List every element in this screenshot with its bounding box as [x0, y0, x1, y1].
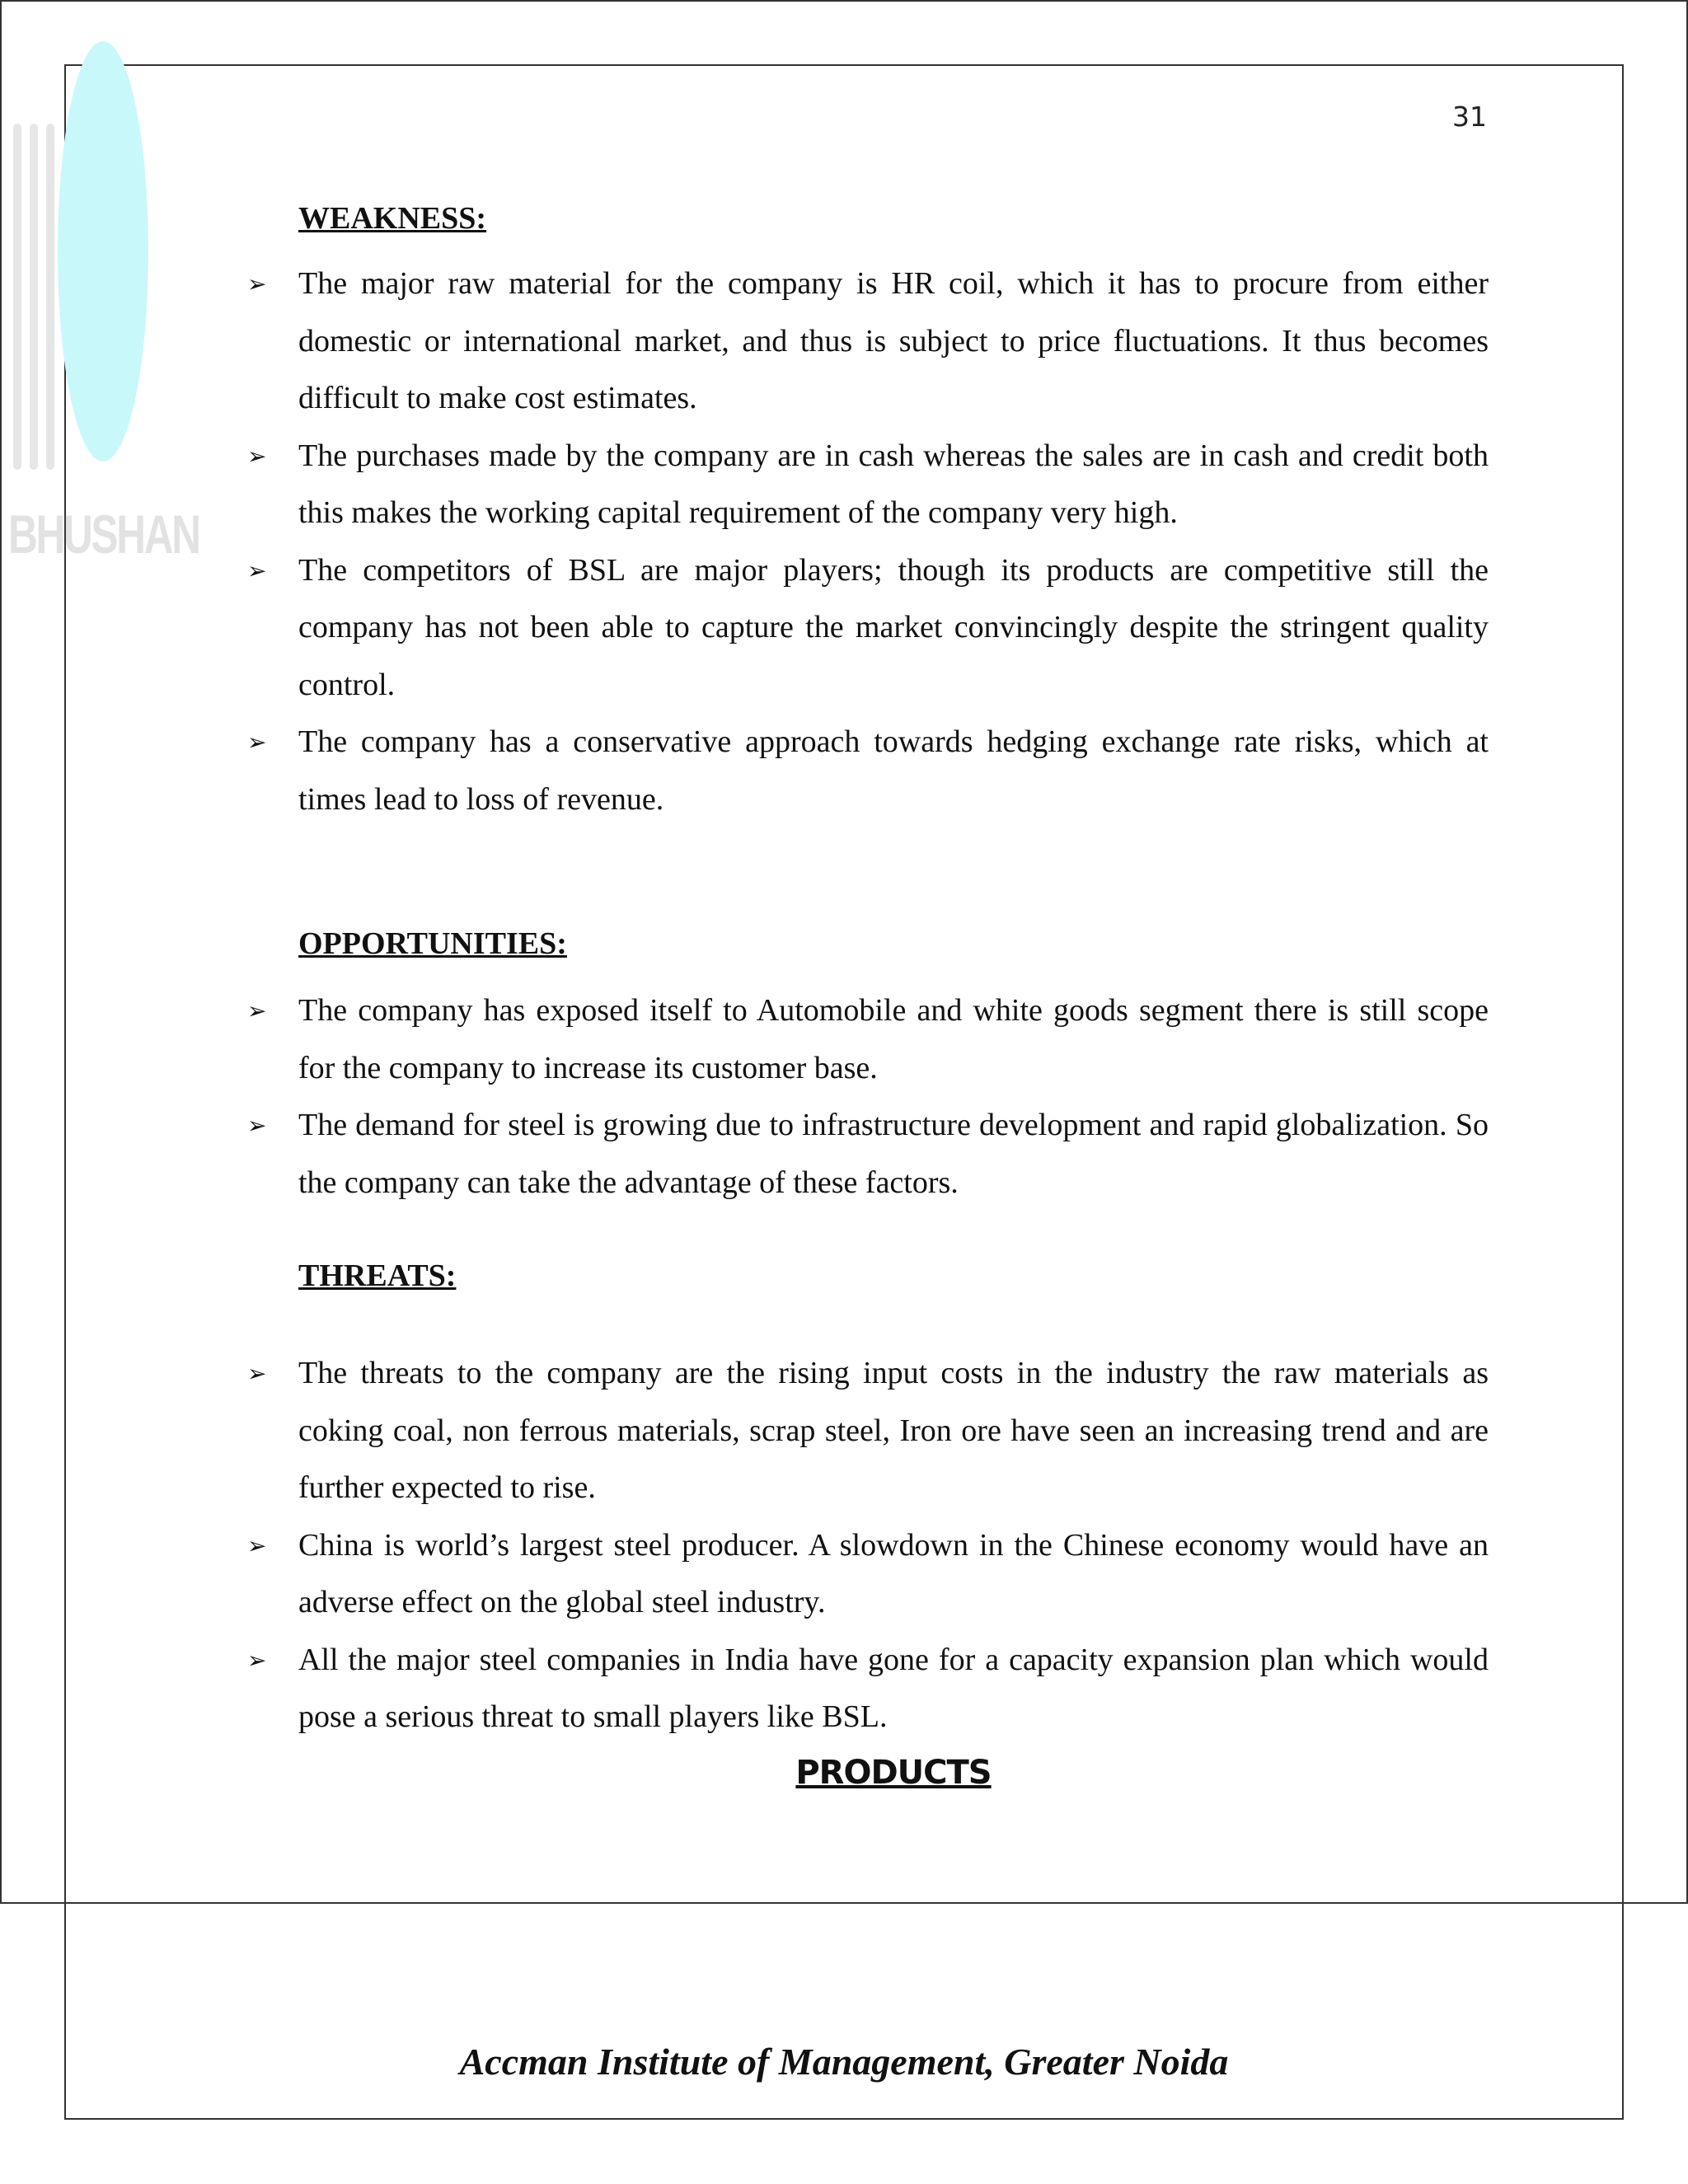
bhushan-logo-watermark — [8, 41, 199, 577]
threats-list — [247, 1345, 1489, 1746]
logo-bar — [30, 124, 38, 470]
arrow-bullet-icon: ➢ — [247, 997, 267, 1024]
threats-heading: THREATS: — [298, 1258, 457, 1293]
arrow-bullet-icon: ➢ — [247, 1360, 267, 1387]
arrow-bullet-icon: ➢ — [247, 729, 267, 756]
logo-bar — [13, 124, 21, 470]
footer-institute-name: Accman Institute of Management, Greater Noida — [459, 2041, 1229, 2083]
logo-bar — [46, 124, 54, 470]
logo-watermark-text: BHUSHAN — [8, 504, 199, 565]
arrow-bullet-icon: ➢ — [247, 270, 267, 298]
list-item: ➢ The threats to the company are the rising input costs in the industry the raw materials as coking coal, non ferrous materials, scrap steel, Iron ore have seen an increasing trend and are further expected to rise. — [247, 1345, 1489, 1517]
list-item: ➢ All the major steel companies in India have gone for a capacity expansion plan which would pose a serious threat to small players like BSL. — [247, 1632, 1489, 1746]
page-number: 31 — [1452, 101, 1487, 133]
list-item: ➢ The demand for steel is growing due to infrastructure development and rapid globalization. So the company can take the advantage of these factors. — [247, 1097, 1489, 1212]
list-item: ➢ The purchases made by the company are in cash whereas the sales are in cash and credit both this makes the working capital requirement of the company very high. — [247, 428, 1489, 542]
list-item: ➢ The company has a conservative approach towards hedging exchange rate risks, which at times lead to loss of revenue. — [247, 714, 1489, 828]
arrow-bullet-icon: ➢ — [247, 1646, 267, 1674]
list-item: ➢ China is world’s largest steel producer. A slowdown in the Chinese economy would have an adverse effect on the global steel industry. — [247, 1517, 1489, 1632]
list-item: ➢ The competitors of BSL are major players; though its products are competitive still the company has not been able to capture the market convincingly despite the stringent quality control. — [247, 542, 1489, 715]
opportunities-list — [247, 982, 1489, 1212]
arrow-bullet-icon: ➢ — [247, 556, 267, 584]
list-item: ➢ The company has exposed itself to Automobile and white goods segment there is still scope for the company to increase its customer base. — [247, 982, 1489, 1097]
arrow-bullet-icon: ➢ — [247, 442, 267, 470]
logo-arc-shape — [58, 41, 148, 462]
arrow-bullet-icon: ➢ — [247, 1531, 267, 1559]
arrow-bullet-icon: ➢ — [247, 1112, 267, 1139]
weakness-heading: WEAKNESS: — [298, 201, 487, 236]
products-title: PRODUCTS — [795, 1754, 992, 1792]
weakness-list — [247, 255, 1489, 828]
list-item: ➢ The major raw material for the company is HR coil, which it has to procure from either domestic or international market, and thus is subject to price fluctuations. It thus becomes difficult to make cost estimates. — [247, 255, 1489, 428]
opportunities-heading: OPPORTUNITIES: — [298, 926, 567, 961]
